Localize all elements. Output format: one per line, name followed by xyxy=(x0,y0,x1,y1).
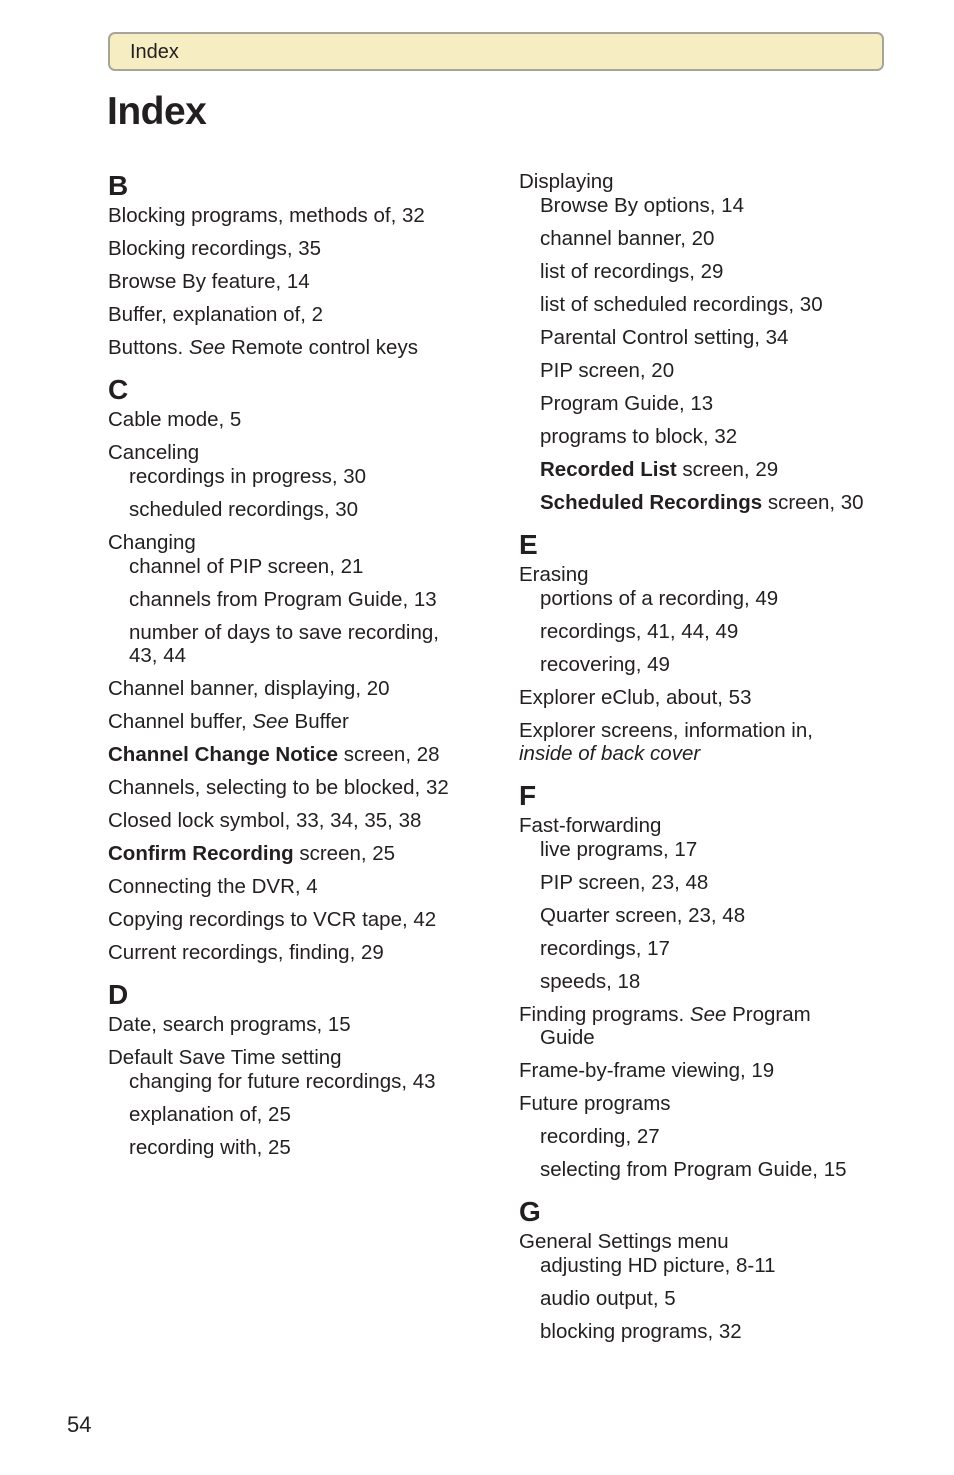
index-entry-group xyxy=(519,814,909,993)
index-subentry: selecting from Program Guide, 15 xyxy=(540,1158,847,1181)
entry-text: 43, 44 xyxy=(129,644,186,667)
index-entry: Blocking recordings, 35 xyxy=(108,237,322,260)
index-subentry xyxy=(519,491,909,514)
index-entry: Buffer, explanation of, 2 xyxy=(108,303,324,326)
index-subentry: Parental Control setting, 34 xyxy=(540,326,789,349)
index-entry-heading: Canceling xyxy=(108,441,200,464)
see-reference: See xyxy=(188,336,226,359)
index-letter-g: G xyxy=(519,1196,541,1227)
entry-text: Program xyxy=(726,1003,811,1026)
section-banner xyxy=(108,32,884,71)
index-entry: Cable mode, 5 xyxy=(108,408,242,431)
index-letter-f: F xyxy=(519,780,537,811)
see-reference: See xyxy=(689,1003,727,1026)
index-entry-heading: Default Save Time setting xyxy=(108,1046,342,1069)
index-subentry: speeds, 18 xyxy=(540,970,641,993)
index-entry-heading: General Settings menu xyxy=(519,1230,729,1253)
index-subentry: Quarter screen, 23, 48 xyxy=(540,904,746,927)
index-entry: Closed lock symbol, 33, 34, 35, 38 xyxy=(108,809,422,832)
entry-text: Buttons. xyxy=(108,336,189,359)
index-entry xyxy=(108,336,488,359)
index-entry: Blocking programs, methods of, 32 xyxy=(108,204,425,227)
entry-text: Buffer xyxy=(288,710,349,733)
index-subentry: recovering, 49 xyxy=(540,653,670,676)
entry-text: Channel buffer, xyxy=(108,710,253,733)
index-entry-group xyxy=(519,1230,909,1343)
index-subentry: portions of a recording, 49 xyxy=(540,587,779,610)
index-subentry: PIP screen, 23, 48 xyxy=(540,871,709,894)
screen-name: Confirm Recording xyxy=(108,842,294,865)
index-entry-heading: Erasing xyxy=(519,563,589,586)
index-entry-group xyxy=(519,1092,909,1181)
screen-name: Scheduled Recordings xyxy=(540,491,763,514)
index-entry xyxy=(108,842,488,865)
screen-name: Recorded List xyxy=(540,458,677,481)
page-number: 54 xyxy=(67,1412,92,1437)
index-subentry: recordings, 17 xyxy=(540,937,670,960)
index-subentry: recordings in progress, 30 xyxy=(129,465,367,488)
index-entry-heading: Changing xyxy=(108,531,196,554)
index-letter-c: C xyxy=(108,374,129,405)
index-subentry xyxy=(108,621,488,667)
index-column-left xyxy=(108,164,488,1169)
index-subentry: recording with, 25 xyxy=(129,1136,291,1159)
section-banner-label: Index xyxy=(130,41,179,63)
index-letter-d: D xyxy=(108,979,129,1010)
page-title: Index xyxy=(107,90,207,133)
index-letter-e: E xyxy=(519,529,538,560)
index-entry-group xyxy=(519,563,909,676)
index-entry-group xyxy=(108,531,488,667)
index-entry: Channel banner, displaying, 20 xyxy=(108,677,390,700)
index-entry: Connecting the DVR, 4 xyxy=(108,875,318,898)
entry-text: Explorer screens, information in, xyxy=(519,719,813,742)
screen-name: Channel Change Notice xyxy=(108,743,339,766)
entry-text: Guide xyxy=(540,1026,595,1049)
entry-text: screen, 25 xyxy=(293,842,396,865)
index-entry: Browse By feature, 14 xyxy=(108,270,310,293)
index-entry-heading: Displaying xyxy=(519,170,614,193)
index-entry-group xyxy=(519,170,909,514)
index-subentry: recordings, 41, 44, 49 xyxy=(540,620,739,643)
index-subentry: channel banner, 20 xyxy=(540,227,715,250)
entry-text: screen, 30 xyxy=(762,491,864,514)
index-subentry: live programs, 17 xyxy=(540,838,698,861)
index-entry: Current recordings, finding, 29 xyxy=(108,941,384,964)
index-subentry: channels from Program Guide, 13 xyxy=(129,588,437,611)
index-subentry: list of recordings, 29 xyxy=(540,260,724,283)
entry-text: number of days to save recording, xyxy=(129,621,439,644)
index-subentry xyxy=(519,458,909,481)
index-subentry: changing for future recordings, 43 xyxy=(129,1070,436,1093)
index-subentry: blocking programs, 32 xyxy=(540,1320,742,1343)
index-entry xyxy=(519,1003,909,1049)
entry-text: screen, 28 xyxy=(338,743,440,766)
index-subentry: channel of PIP screen, 21 xyxy=(129,555,364,578)
index-entry xyxy=(108,710,488,733)
index-column-right xyxy=(519,170,909,1353)
index-subentry: Browse By options, 14 xyxy=(540,194,744,217)
index-entry: Copying recordings to VCR tape, 42 xyxy=(108,908,437,931)
index-entry-heading: Fast-forwarding xyxy=(519,814,662,837)
entry-text: Finding programs. xyxy=(519,1003,690,1026)
index-subentry: PIP screen, 20 xyxy=(540,359,675,382)
index-entry: Frame-by-frame viewing, 19 xyxy=(519,1059,775,1082)
index-entry: Explorer eClub, about, 53 xyxy=(519,686,752,709)
index-subentry: scheduled recordings, 30 xyxy=(129,498,359,521)
index-entry: Channels, selecting to be blocked, 32 xyxy=(108,776,449,799)
index-subentry: recording, 27 xyxy=(540,1125,660,1148)
index-subentry: explanation of, 25 xyxy=(129,1103,291,1126)
index-entry xyxy=(108,743,488,766)
index-entry-group xyxy=(108,441,488,521)
index-entry-heading: Future programs xyxy=(519,1092,671,1115)
index-entry-group xyxy=(108,1046,488,1159)
see-reference: inside of back cover xyxy=(519,742,701,765)
index-entry: Date, search programs, 15 xyxy=(108,1013,351,1036)
index-letter-b: B xyxy=(108,170,129,201)
entry-text: Remote control keys xyxy=(225,336,418,359)
index-subentry: adjusting HD picture, 8-11 xyxy=(540,1254,776,1277)
index-subentry: Program Guide, 13 xyxy=(540,392,714,415)
index-entry xyxy=(519,719,909,765)
index-subentry: list of scheduled recordings, 30 xyxy=(540,293,823,316)
index-subentry: programs to block, 32 xyxy=(540,425,738,448)
see-reference: See xyxy=(252,710,289,733)
entry-text: screen, 29 xyxy=(676,458,779,481)
index-subentry: audio output, 5 xyxy=(540,1287,676,1310)
